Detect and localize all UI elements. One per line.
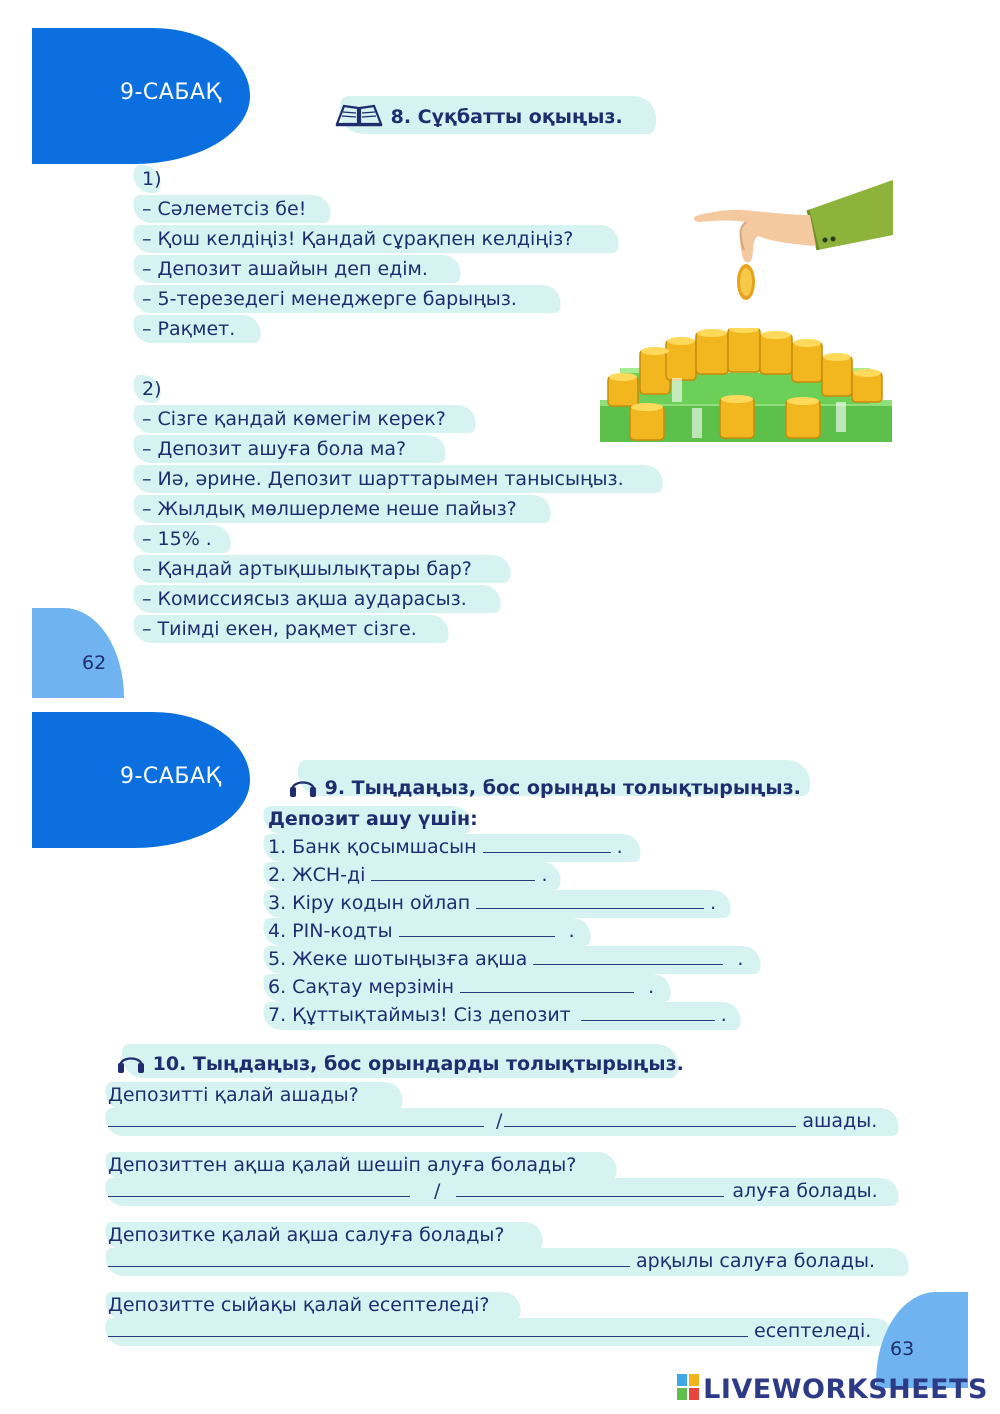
- task10-answer-row: [108, 1320, 871, 1342]
- hand-coin-illustration: [688, 180, 898, 314]
- task10-answer-row: [108, 1250, 875, 1272]
- task9-item-end: .: [710, 892, 717, 914]
- money-pile-illustration: [600, 328, 892, 450]
- task10-question: Депозитті қалай ашады?: [108, 1084, 359, 1106]
- dialogue2-line: – Комиссиясыз ақша аударасыз.: [142, 588, 467, 610]
- task10-answer-row: [108, 1180, 878, 1202]
- page-number-shape: [32, 608, 124, 698]
- logo-icon: [677, 1374, 699, 1404]
- task9-item: [268, 948, 743, 970]
- answer-blank[interactable]: [108, 1125, 484, 1127]
- task9-item-text: 7. Құттықтаймыз! Сіз депозит: [268, 1004, 571, 1026]
- answer-blank[interactable]: [108, 1335, 748, 1337]
- dialogue2-line: – Иә, әрине. Депозит шарттарымен танысыңыз.: [142, 468, 624, 490]
- task10-title: 10. Тыңдаңыз, бос орындарды толықтырыңыз.: [152, 1053, 684, 1075]
- task10-heading: [116, 1050, 684, 1079]
- task9-heading: [288, 774, 801, 803]
- answer-blank[interactable]: [581, 1019, 715, 1021]
- task9-item-text: 2. ЖСН-ді: [268, 864, 366, 886]
- task10-answer-row: [108, 1110, 877, 1132]
- book-icon: [334, 102, 384, 133]
- lesson-tab-label: 9-САБАҚ: [120, 80, 222, 105]
- lesson-tab-label: 9-САБАҚ: [120, 764, 222, 789]
- dialogue2-line: – Депозит ашуға бола ма?: [142, 438, 407, 460]
- answer-suffix: арқылы салуға болады.: [636, 1250, 876, 1272]
- task9-title: 9. Тыңдаңыз, бос орынды толықтырыңыз.: [324, 777, 801, 799]
- liveworksheets-logo[interactable]: [677, 1372, 988, 1406]
- dialogue1-label: 1): [142, 168, 162, 190]
- dialogue1-line: – Депозит ашайын деп едім.: [142, 258, 428, 280]
- answer-blank[interactable]: [533, 963, 723, 965]
- page-number: 63: [890, 1338, 915, 1360]
- dialogue1-line: – Сәлеметсіз бе!: [142, 198, 307, 220]
- dialogue1-line: – Қош келдіңіз! Қандай сұрақпен келдіңіз?: [142, 228, 574, 250]
- task9-item: [268, 976, 654, 998]
- headphones-icon: [116, 1050, 146, 1079]
- task8-title: 8. Сұқбатты оқыңыз.: [390, 106, 623, 128]
- task9-item: [268, 1004, 727, 1026]
- dialogue2-line: – Тиімді екен, рақмет сізге.: [142, 618, 417, 640]
- page-number: 62: [82, 652, 107, 674]
- task9-item-text: 3. Кіру кодын ойлап: [268, 892, 471, 914]
- task9-item-text: 5. Жеке шотыңызға ақша: [268, 948, 528, 970]
- headphones-icon: [288, 774, 318, 803]
- task9-item: [268, 864, 548, 886]
- answer-blank[interactable]: [476, 907, 704, 909]
- task10-question: Депозиттен ақша қалай шешіп алуға болады?: [108, 1154, 577, 1176]
- dialogue2-label: 2): [142, 378, 162, 400]
- answer-blank[interactable]: [108, 1195, 410, 1197]
- task9-item-end: .: [720, 1004, 727, 1026]
- task8-heading: [334, 102, 623, 133]
- task9-subtitle: Депозит ашу үшін:: [268, 808, 478, 830]
- answer-blank[interactable]: [108, 1265, 630, 1267]
- answer-suffix: ашады.: [802, 1110, 878, 1132]
- dialogue2-line: – Сізге қандай көмегім керек?: [142, 408, 446, 430]
- task9-item-end: .: [541, 864, 548, 886]
- task9-item-text: 6. Сақтау мерзімін: [268, 976, 455, 998]
- answer-blank[interactable]: [460, 991, 634, 993]
- task9-item: [268, 892, 716, 914]
- dialogue1-line: – Рақмет.: [142, 318, 236, 340]
- task10-question: Депозитке қалай ақша салуға болады?: [108, 1224, 505, 1246]
- task9-item: [268, 836, 623, 858]
- task9-item-text: 1. Банк қосымшасын: [268, 836, 477, 858]
- task10-question: Депозитте сыйақы қалай есептеледі?: [108, 1294, 490, 1316]
- dialogue2-line: – Қандай артықшылықтары бар?: [142, 558, 472, 580]
- task9-item-text: 4. PIN-кодты: [268, 920, 393, 942]
- answer-blank[interactable]: [504, 1125, 796, 1127]
- task9-item-end: .: [616, 836, 623, 858]
- answer-blank[interactable]: [483, 851, 611, 853]
- task9-item-end: .: [568, 920, 575, 942]
- dialogue2-line: – Жылдық мөлшерлеме неше пайыз?: [142, 498, 517, 520]
- answer-blank[interactable]: [456, 1195, 724, 1197]
- dialogue2-line: – 15% .: [142, 528, 212, 550]
- dialogue1-line: – 5-терезедегі менеджерге барыңыз.: [142, 288, 517, 310]
- answer-separator: /: [496, 1110, 503, 1132]
- answer-suffix: алуға болады.: [732, 1180, 878, 1202]
- answer-blank[interactable]: [399, 935, 555, 937]
- task9-item-end: .: [737, 948, 744, 970]
- answer-separator: /: [434, 1180, 441, 1202]
- task9-item-end: .: [648, 976, 655, 998]
- logo-text: LIVEWORKSHEETS: [703, 1373, 988, 1405]
- answer-suffix: есептеледі.: [754, 1320, 872, 1342]
- answer-blank[interactable]: [371, 879, 535, 881]
- task9-item: [268, 920, 575, 942]
